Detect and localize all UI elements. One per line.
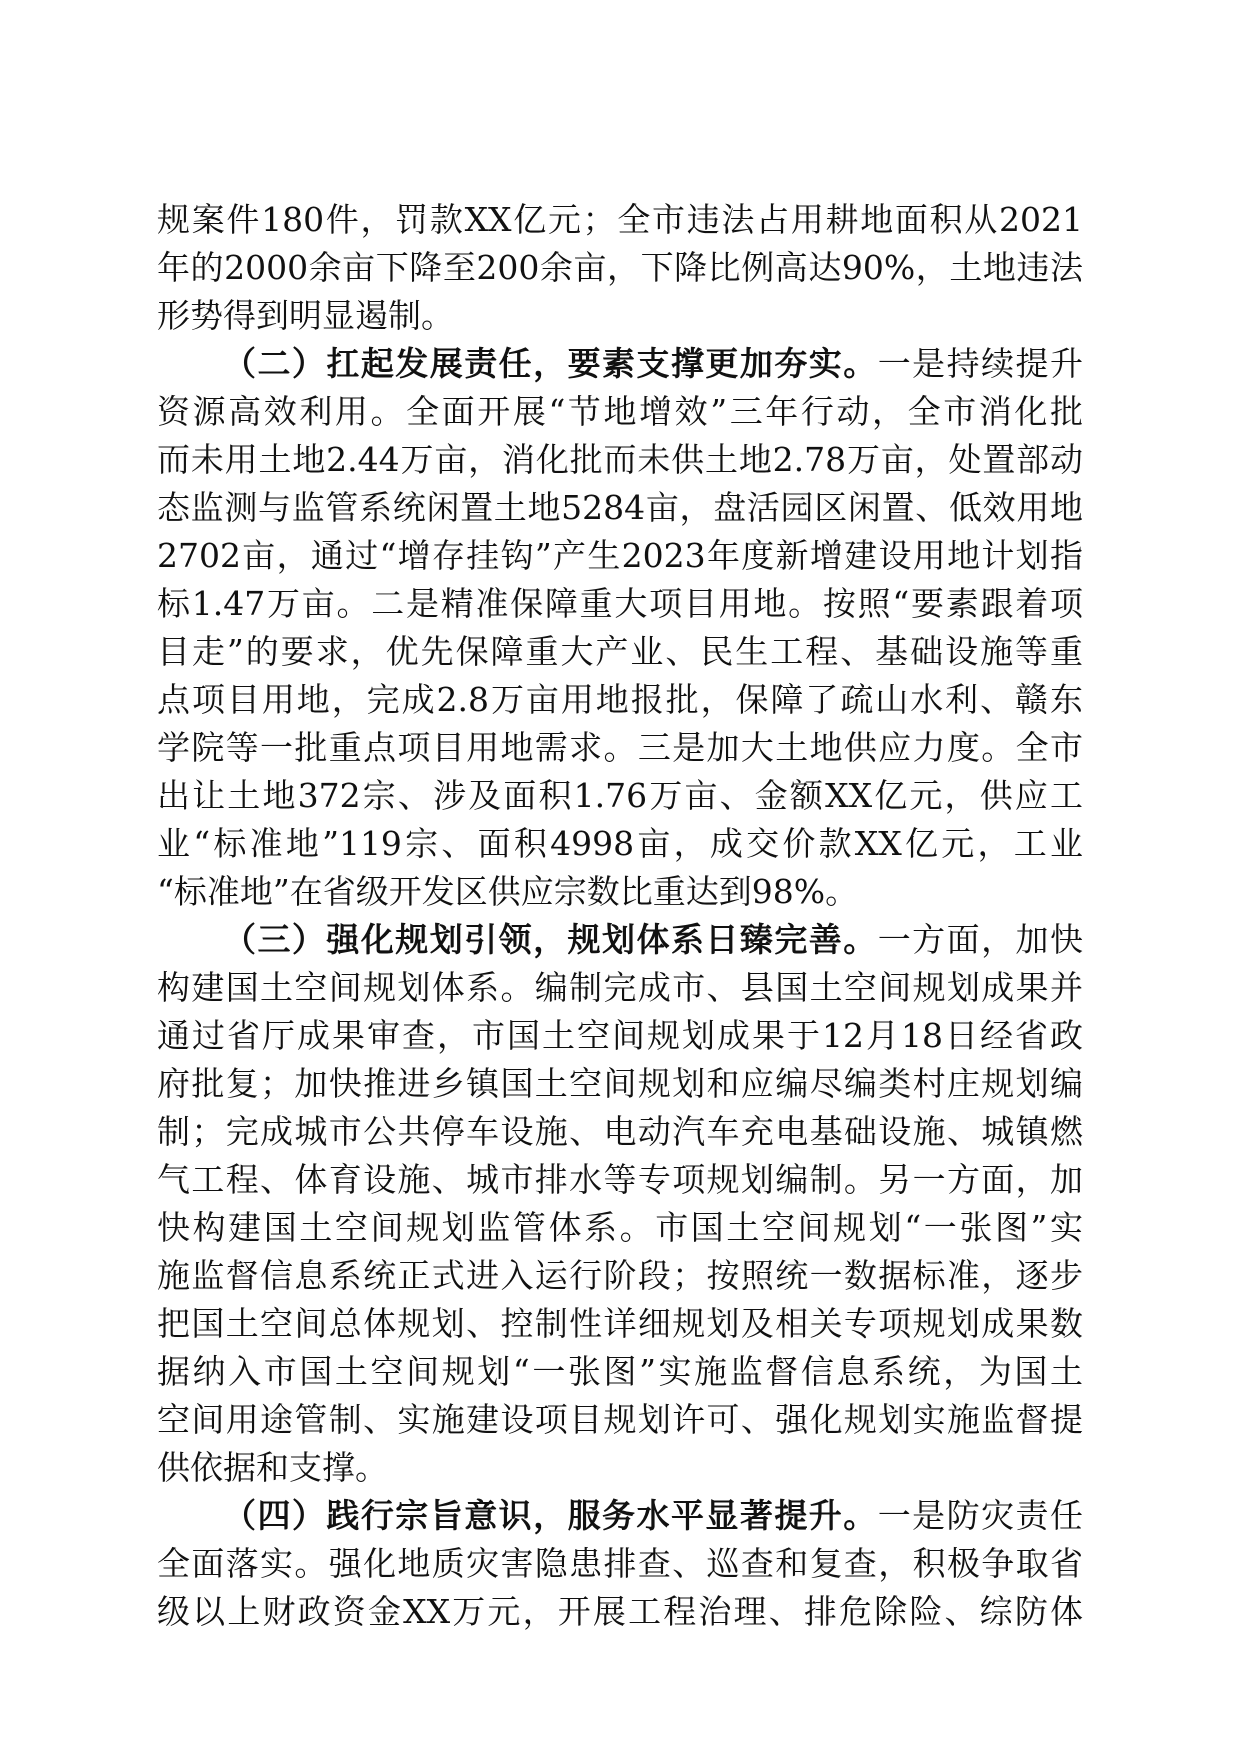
text-line: 业“标准地”119宗、面积4998亩，成交价款XX亿元，工业 <box>157 824 1083 863</box>
text-run: 一是防灾责任 <box>877 1496 1084 1535</box>
text-run: 一是持续提升 <box>877 344 1084 383</box>
text-line: 快构建国土空间规划监管体系。市国土空间规划“一张图”实 <box>157 1208 1083 1247</box>
text-line <box>157 1492 1083 1540</box>
text-line: 态监测与监管系统闲置土地5284亩，盘活园区闲置、低效用地 <box>157 488 1083 527</box>
text-line <box>157 340 1083 388</box>
text-line: 据纳入市国土空间规划“一张图”实施监督信息系统，为国土 <box>157 1352 1083 1391</box>
text-line: 府批复；加快推进乡镇国土空间规划和应编尽编类村庄规划编 <box>157 1064 1083 1103</box>
text-run: 一方面，加快 <box>877 920 1084 959</box>
paragraph-1 <box>157 196 1083 340</box>
text-line: 学院等一批重点项目用地需求。三是加大土地供应力度。全市 <box>157 728 1083 767</box>
text-line: 而未用土地2.44万亩，消化批而未供土地2.78万亩，处置部动 <box>157 440 1083 479</box>
text-line: 级以上财政资金XX万元，开展工程治理、排危除险、综防体 <box>157 1592 1083 1631</box>
text-line: 年的2000余亩下降至200余亩，下降比例高达90%，土地违法 <box>157 248 1083 287</box>
text-line: 通过省厅成果审查，市国土空间规划成果于12月18日经省政 <box>157 1016 1083 1055</box>
text-line: “标准地”在省级开发区供应宗数比重达到98%。 <box>157 872 859 911</box>
text-line: 标1.47万亩。二是精准保障重大项目用地。按照“要素跟着项 <box>157 584 1083 623</box>
text-line: 把国土空间总体规划、控制性详细规划及相关专项规划成果数 <box>157 1304 1083 1343</box>
text-line: 供依据和支撑。 <box>157 1448 388 1487</box>
text-line: 2702亩，通过“增存挂钩”产生2023年度新增建设用地计划指 <box>157 536 1083 575</box>
text-line: 气工程、体育设施、城市排水等专项规划编制。另一方面，加 <box>157 1160 1083 1199</box>
text-line: 制；完成城市公共停车设施、电动汽车充电基础设施、城镇燃 <box>157 1112 1083 1151</box>
text-line: 施监督信息系统正式进入运行阶段；按照统一数据标准，逐步 <box>157 1256 1083 1295</box>
paragraph-2 <box>157 340 1083 916</box>
text-line: 目走”的要求，优先保障重大产业、民生工程、基础设施等重 <box>157 632 1083 671</box>
paragraph-4 <box>157 1492 1083 1636</box>
text-line <box>157 916 1083 964</box>
text-line: 构建国土空间规划体系。编制完成市、县国土空间规划成果并 <box>157 968 1083 1007</box>
section-heading: （二）扛起发展责任，要素支撑更加夯实。 <box>223 344 878 383</box>
text-line: 全面落实。强化地质灾害隐患排查、巡查和复查，积极争取省 <box>157 1544 1083 1583</box>
text-line: 资源高效利用。全面开展“节地增效”三年行动，全市消化批 <box>157 392 1083 431</box>
section-heading: （四）践行宗旨意识，服务水平显著提升。 <box>223 1496 878 1535</box>
text-line: 空间用途管制、实施建设项目规划许可、强化规划实施监督提 <box>157 1400 1083 1439</box>
section-heading: （三）强化规划引领，规划体系日臻完善。 <box>223 920 878 959</box>
text-line: 形势得到明显遏制。 <box>157 296 454 335</box>
document-page <box>157 196 1083 1636</box>
text-line: 规案件180件，罚款XX亿元；全市违法占用耕地面积从2021 <box>157 200 1083 239</box>
text-line: 出让土地372宗、涉及面积1.76万亩、金额XX亿元，供应工 <box>157 776 1083 815</box>
text-line: 点项目用地，完成2.8万亩用地报批，保障了疏山水利、赣东 <box>157 680 1083 719</box>
paragraph-3 <box>157 916 1083 1492</box>
